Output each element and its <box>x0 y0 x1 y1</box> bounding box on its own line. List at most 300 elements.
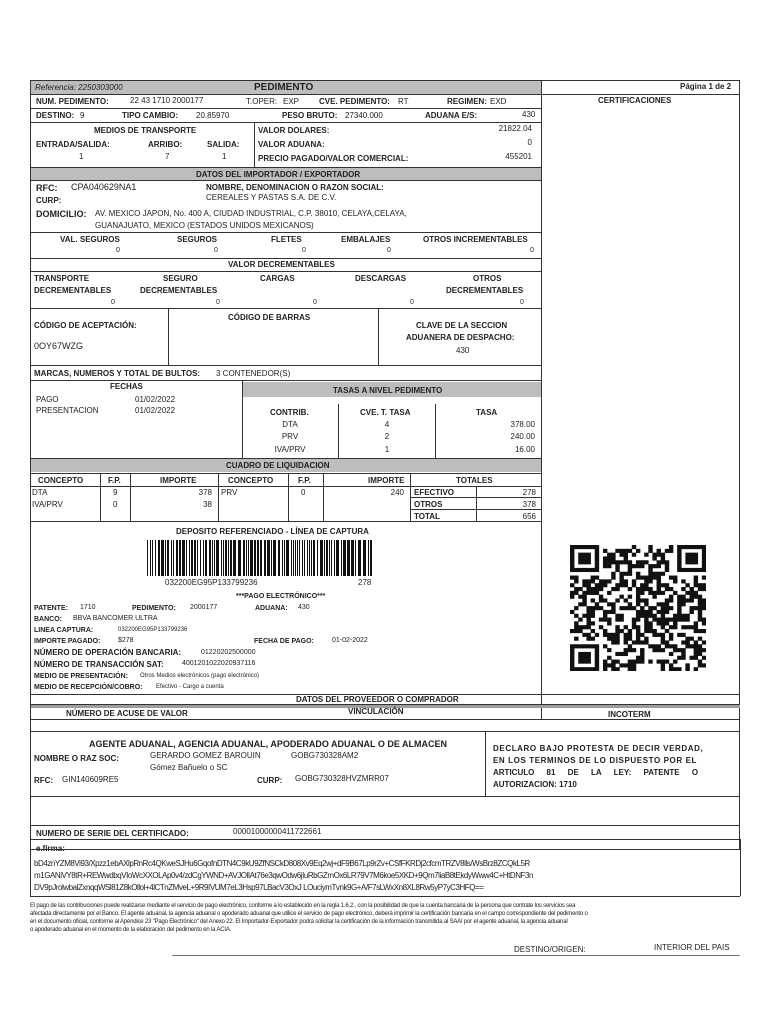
qr-module <box>636 595 640 599</box>
agente-curp-label: CURP: <box>257 776 283 785</box>
qr-module <box>644 640 648 644</box>
barcode-bar <box>341 540 342 576</box>
qr-module <box>685 556 689 560</box>
qr-module <box>657 579 661 583</box>
embalajes-label: EMBALAJES <box>341 235 391 244</box>
qr-module <box>611 667 615 671</box>
qr-module <box>677 545 681 549</box>
qr-module <box>624 652 628 656</box>
qr-module <box>582 545 586 549</box>
qr-module <box>669 576 673 580</box>
tasa-row-2-tasa: 240.00 <box>510 432 535 441</box>
qr-module <box>619 595 623 599</box>
qr-module <box>628 564 632 568</box>
seguros-value: 0 <box>214 247 218 254</box>
qr-module <box>644 598 648 602</box>
qr-module <box>628 633 632 637</box>
tasas-contrib-header: CONTRIB. <box>270 408 309 417</box>
decr-value-1: 0 <box>111 299 115 306</box>
qr-module <box>681 648 685 652</box>
qr-module <box>570 553 574 557</box>
qr-module <box>591 610 595 614</box>
qr-module <box>574 606 578 610</box>
barcode-bar <box>286 540 289 576</box>
agente-divider <box>485 731 486 796</box>
tasa-row-2-cve: 2 <box>384 432 390 441</box>
qr-module <box>586 553 590 557</box>
qr-module <box>603 560 607 564</box>
liq-col-1 <box>100 473 101 521</box>
qr-module <box>582 556 586 560</box>
liq-col-5 <box>323 473 324 521</box>
agente-rfc-value: GIN140609RE5 <box>62 775 119 784</box>
qr-module <box>661 660 665 664</box>
qr-module <box>607 560 611 564</box>
barcode-bar <box>293 540 294 576</box>
qr-module <box>652 618 656 622</box>
efirma-left <box>30 839 31 896</box>
qr-module <box>628 644 632 648</box>
qr-module <box>636 625 640 629</box>
qr-module <box>636 633 640 637</box>
qr-module <box>698 629 702 633</box>
qr-module <box>615 598 619 602</box>
qr-module <box>586 633 590 637</box>
qr-module <box>591 591 595 595</box>
qr-module <box>611 640 615 644</box>
domicilio-label: DOMICILIO: <box>36 209 87 219</box>
qr-module <box>582 652 586 656</box>
qr-module <box>570 560 574 564</box>
qr-module <box>661 640 665 644</box>
qr-module <box>657 648 661 652</box>
qr-module <box>603 564 607 568</box>
qr-module <box>578 644 582 648</box>
qr-module <box>624 553 628 557</box>
qr-module <box>648 614 652 618</box>
qr-module <box>628 587 632 591</box>
qr-module <box>611 576 615 580</box>
barcode-bar <box>273 540 276 576</box>
certificado-label: NUMERO DE SERIE DEL CERTIFICADO: <box>36 829 189 838</box>
qr-module <box>636 610 640 614</box>
qr-module <box>673 648 677 652</box>
qr-module <box>698 644 702 648</box>
tasa-row-3-contrib: IVA/PRV <box>274 445 306 454</box>
qr-module <box>611 572 615 576</box>
valor-aduana-value: 0 <box>527 138 532 147</box>
qr-module <box>611 633 615 637</box>
qr-module <box>652 576 656 580</box>
qr-module <box>632 606 636 610</box>
qr-module <box>595 591 599 595</box>
proveedor-header-line <box>30 719 740 720</box>
qr-module <box>570 556 574 560</box>
qr-module <box>570 545 574 549</box>
qr-module <box>603 610 607 614</box>
qr-module <box>681 595 685 599</box>
certificado-top <box>30 825 740 826</box>
qr-module <box>648 660 652 664</box>
qr-module <box>570 656 574 660</box>
qr-module <box>607 633 611 637</box>
qr-module <box>607 579 611 583</box>
qr-module <box>698 660 702 664</box>
cargas-label: CARGAS <box>260 274 295 283</box>
qr-module <box>607 663 611 667</box>
qr-module <box>611 660 615 664</box>
qr-module <box>669 663 673 667</box>
tasas-tasa-header: TASA <box>476 408 498 417</box>
qr-module <box>636 549 640 553</box>
qr-module <box>603 618 607 622</box>
clave-seccion-label: CLAVE DE LA SECCION <box>416 321 508 330</box>
qr-module <box>648 564 652 568</box>
qr-module <box>644 625 648 629</box>
qr-module <box>636 660 640 664</box>
proveedor-title: DATOS DEL PROVEEDOR O COMPRADOR <box>296 695 459 704</box>
total-efectivo-value: 278 <box>522 488 536 497</box>
tasa-row-1-tasa: 378.00 <box>510 420 535 429</box>
qr-module <box>603 556 607 560</box>
deposito-title: DEPOSITO REFERENCIADO - LÍNEA DE CAPTURA <box>176 527 369 536</box>
qr-module <box>702 560 706 564</box>
fecha-pago-value: 01/02/2022 <box>135 395 176 404</box>
barcode-bar <box>336 540 339 576</box>
qr-module <box>694 583 698 587</box>
decr-value-5: 0 <box>520 299 524 306</box>
qr-module <box>615 583 619 587</box>
qr-module <box>669 618 673 622</box>
barcode-bar <box>302 540 303 576</box>
qr-module <box>586 625 590 629</box>
qr-module <box>648 579 652 583</box>
qr-module <box>702 556 706 560</box>
qr-module <box>578 652 582 656</box>
qr-module <box>615 667 619 671</box>
qr-module <box>694 545 698 549</box>
qr-module <box>611 637 615 641</box>
qr-module <box>615 549 619 553</box>
qr-module <box>685 614 689 618</box>
transporte-divider <box>254 122 255 167</box>
qr-module <box>673 579 677 583</box>
agente-curp-value: GOBG730328HVZMRR07 <box>295 774 389 783</box>
qr-module <box>690 595 694 599</box>
qr-module <box>595 568 599 572</box>
qr-module <box>603 644 607 648</box>
qr-module <box>574 629 578 633</box>
qr-module <box>694 556 698 560</box>
tasa-row-3-tasa: 16.00 <box>514 445 535 454</box>
qr-module <box>636 640 640 644</box>
qr-module <box>681 587 685 591</box>
qr-module <box>690 644 694 648</box>
liq-fp-h2: F.P. <box>298 476 311 485</box>
barcode-bar <box>179 540 181 576</box>
qr-module <box>595 576 599 580</box>
qr-module <box>648 610 652 614</box>
qr-module <box>698 587 702 591</box>
qr-module <box>591 576 595 580</box>
qr-module <box>698 602 702 606</box>
qr-module <box>619 652 623 656</box>
barcode-bar <box>173 540 174 576</box>
liquidacion-bar-line <box>30 473 541 474</box>
qr-module <box>632 545 636 549</box>
qr-module <box>661 663 665 667</box>
liq-left-2-concepto: IVA/PRV <box>32 500 63 509</box>
liq-left-2-importe: 38 <box>203 500 212 509</box>
barcode-bar <box>203 540 204 576</box>
declaro-line1: DECLARO BAJO PROTESTA DE DECIR VERDAD, <box>493 744 704 753</box>
qr-module <box>685 583 689 587</box>
qr-module <box>690 556 694 560</box>
qr-module <box>673 576 677 580</box>
total-total-label: TOTAL <box>414 512 440 521</box>
barcode-bar <box>176 540 178 576</box>
qr-module <box>582 591 586 595</box>
liq-left-1-fp: 9 <box>113 488 118 497</box>
qr-module <box>648 568 652 572</box>
qr-module <box>611 587 615 591</box>
qr-module <box>582 644 586 648</box>
qr-module <box>657 633 661 637</box>
qr-module <box>636 591 640 595</box>
qr-module <box>607 591 611 595</box>
qr-module <box>652 572 656 576</box>
qr-module <box>644 576 648 580</box>
liq-left-1-concepto: DTA <box>32 488 48 497</box>
qr-module <box>615 660 619 664</box>
qr-module <box>615 568 619 572</box>
barcode-bar <box>186 540 187 576</box>
otros-incrementables-label: OTROS INCREMENTABLES <box>423 235 528 244</box>
tasas-col-2 <box>435 404 436 458</box>
barcode-bar <box>297 540 298 576</box>
qr-module <box>574 667 578 671</box>
qr-module <box>632 553 636 557</box>
qr-module <box>615 618 619 622</box>
qr-module <box>681 598 685 602</box>
qr-module <box>702 564 706 568</box>
barcode-bar <box>158 540 160 576</box>
qr-module <box>619 606 623 610</box>
qr-module <box>690 560 694 564</box>
qr-module <box>661 637 665 641</box>
qr-module <box>681 640 685 644</box>
aduana-value-dep: 430 <box>298 604 310 611</box>
banco-value: BBVA BANCOMER ULTRA <box>73 615 158 622</box>
qr-module <box>607 602 611 606</box>
descargas-label: DESCARGAS <box>355 274 407 283</box>
qr-module <box>665 660 669 664</box>
row1-divider <box>30 108 541 109</box>
qr-module <box>595 633 599 637</box>
qr-module <box>685 560 689 564</box>
barcode-bar <box>370 540 372 576</box>
qr-module <box>582 568 586 572</box>
qr-module <box>632 648 636 652</box>
qr-module <box>578 556 582 560</box>
codigo-divider-2 <box>378 308 379 365</box>
peso-bruto-value: 27340.000 <box>345 111 383 120</box>
qr-module <box>640 583 644 587</box>
liq-left-1-importe: 378 <box>198 488 212 497</box>
qr-module <box>599 579 603 583</box>
qr-module <box>615 633 619 637</box>
qr-module <box>669 667 673 671</box>
barcode-bar <box>250 540 253 576</box>
qr-module <box>615 560 619 564</box>
qr-module <box>681 652 685 656</box>
qr-module <box>632 564 636 568</box>
qr-module <box>694 591 698 595</box>
qr-module <box>673 614 677 618</box>
barcode-bar <box>182 540 185 576</box>
barcode-bar <box>295 540 296 576</box>
qr-module <box>570 660 574 664</box>
qr-module <box>648 576 652 580</box>
qr-module <box>657 576 661 580</box>
qr-module <box>615 652 619 656</box>
qr-module <box>591 587 595 591</box>
qr-module <box>661 602 665 606</box>
qr-module <box>702 576 706 580</box>
qr-module <box>586 556 590 560</box>
qr-module <box>698 652 702 656</box>
qr-module <box>599 598 603 602</box>
qr-module <box>677 614 681 618</box>
qr-module <box>628 549 632 553</box>
qr-module <box>578 667 582 671</box>
curp-label: CURP: <box>36 196 62 205</box>
barcode-bar <box>200 540 201 576</box>
qr-module <box>690 545 694 549</box>
qr-module <box>582 667 586 671</box>
qr-module <box>690 587 694 591</box>
qr-module <box>665 564 669 568</box>
total-total-value: 656 <box>522 512 536 521</box>
qr-module <box>677 568 681 572</box>
qr-module <box>681 656 685 660</box>
importador-bar-line <box>30 180 541 181</box>
barcode-bar <box>197 540 198 576</box>
barcode-bar <box>326 540 328 576</box>
qr-module <box>603 633 607 637</box>
qr-module <box>640 640 644 644</box>
qr-module <box>640 633 644 637</box>
qr-module <box>690 568 694 572</box>
liq-totales-header: TOTALES <box>456 476 493 485</box>
qr-module <box>640 648 644 652</box>
qr-module <box>685 663 689 667</box>
qr-module <box>615 587 619 591</box>
codigo-divider-1 <box>168 308 169 365</box>
qr-module <box>628 637 632 641</box>
qr-module <box>591 644 595 648</box>
domicilio-line2: GUANAJUATO, MEXICO (ESTADOS UNIDOS MEXICANOS) <box>95 221 314 230</box>
qr-module <box>677 556 681 560</box>
qr-module <box>648 572 652 576</box>
fecha-pago-label-dep: FECHA DE PAGO: <box>254 638 314 645</box>
qr-module <box>694 560 698 564</box>
qr-module <box>578 545 582 549</box>
qr-module <box>677 564 681 568</box>
qr-module <box>669 598 673 602</box>
qr-module <box>624 556 628 560</box>
qr-module <box>628 560 632 564</box>
totals-col <box>476 486 477 521</box>
qr-module <box>603 663 607 667</box>
qr-module <box>591 545 595 549</box>
regimen-label: REGIMEN: <box>447 97 487 106</box>
qr-module <box>624 637 628 641</box>
footer-bottom-line <box>172 955 740 956</box>
qr-module <box>648 644 652 648</box>
peso-bruto-label: PESO BRUTO: <box>282 111 338 120</box>
liq-header-line <box>30 486 541 487</box>
barcode-bar <box>324 540 325 576</box>
qr-module <box>619 549 623 553</box>
qr-module <box>636 598 640 602</box>
tasas-title: TASAS A NIVEL PEDIMENTO <box>333 386 443 395</box>
nombre-value: CEREALES Y PASTAS S.A. DE C.V. <box>206 193 337 202</box>
qr-module <box>636 587 640 591</box>
num-pedimento-value: 22 43 1710 2000177 <box>130 96 204 105</box>
barcode-bar <box>278 540 280 576</box>
qr-module <box>570 667 574 671</box>
linea-captura-value: 032200EG95P133799236 <box>118 627 188 633</box>
qr-module <box>661 618 665 622</box>
qr-module <box>628 663 632 667</box>
qr-module <box>652 614 656 618</box>
qr-module <box>603 598 607 602</box>
qr-module <box>681 602 685 606</box>
qr-module <box>578 660 582 664</box>
qr-module <box>648 629 652 633</box>
barcode-bar <box>304 540 305 576</box>
tipo-cambio-value: 20.85970 <box>196 111 230 120</box>
qr-module <box>640 606 644 610</box>
qr-module <box>690 606 694 610</box>
qr-module <box>570 549 574 553</box>
qr-module <box>694 656 698 660</box>
qr-module <box>632 618 636 622</box>
codigo-barras-label: CÓDIGO DE BARRAS <box>228 313 311 322</box>
efirma-line3: DV9pJrolwbalZxnqqWSl81Z8kOllol+4lCTnZMveL+9R9IVUM7eL3Hsp97LBacV3OxJ LOuciymTvnk9G+A/F7sLWxXn8XL8Rw5yP7yC3HFQ== <box>34 883 484 892</box>
qr-module <box>591 606 595 610</box>
decr-value-3: 0 <box>313 299 317 306</box>
qr-module <box>673 625 677 629</box>
efirma-bottom <box>30 896 740 897</box>
num-pedimento-label: NUM. PEDIMENTO: <box>36 97 109 106</box>
cve-pedimento-label: CVE. PEDIMENTO: <box>319 97 390 106</box>
marcas-value: 3 CONTENEDOR(S) <box>216 369 291 378</box>
qr-module <box>673 660 677 664</box>
qr-module <box>591 621 595 625</box>
qr-module <box>661 583 665 587</box>
qr-module <box>665 560 669 564</box>
qr-module <box>681 568 685 572</box>
qr-module <box>574 579 578 583</box>
qr-module <box>652 553 656 557</box>
qr-module <box>657 564 661 568</box>
qr-module <box>665 644 669 648</box>
qr-module <box>657 644 661 648</box>
medio-presentacion-value: Otros Medios electrónicos (pago electrónico) <box>140 673 260 679</box>
qr-module <box>636 637 640 641</box>
